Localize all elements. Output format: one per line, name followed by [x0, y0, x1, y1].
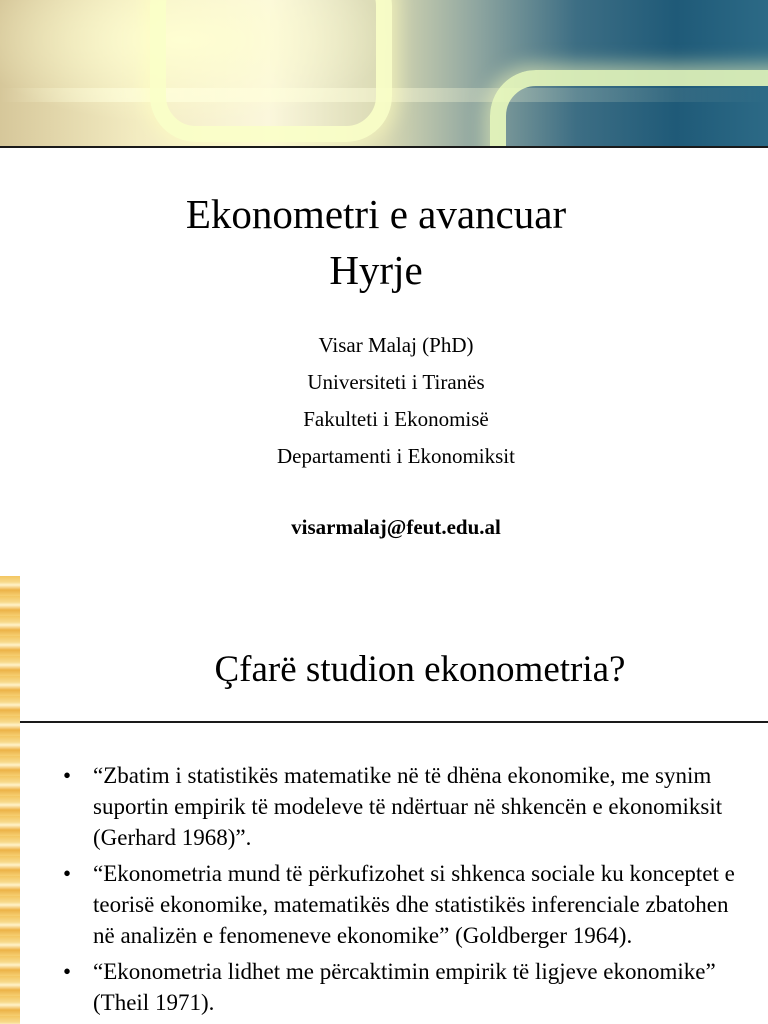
decorative-side-strip [0, 576, 20, 1024]
bullet-text: “Zbatim i statistikës matematike në të dhëna ekonomike, me synim suportin empirik të modeleve të ndërtuar në shkencën e ekonomiksit (Gerhard 1968)”. [93, 763, 723, 850]
list-item [60, 760, 740, 853]
department-name: Departamenti i Ekonomiksit [277, 444, 515, 468]
decorative-banner [0, 0, 768, 146]
slide-title: Ekonometri e avancuar [185, 191, 567, 237]
bullet-icon: • [63, 763, 72, 788]
university-name: Universiteti i Tiranës [307, 370, 485, 394]
header-divider [0, 146, 768, 148]
list-item [60, 858, 740, 951]
slide-title: Çfarë studion ekonometria? [214, 649, 626, 690]
content-slide [0, 576, 768, 1024]
author-name: Visar Malaj (PhD) [318, 333, 474, 357]
slide-subtitle: Hyrje [329, 247, 423, 293]
faculty-name: Fakulteti i Ekonomisë [303, 407, 489, 431]
author-email: visarmalaj@feut.edu.al [291, 515, 501, 539]
bullet-icon: • [63, 861, 72, 886]
bullet-text: “Ekonometria lidhet me përcaktimin empirik të ligjeve ekonomike” (Theil 1971). [93, 959, 716, 1015]
list-item [60, 956, 740, 1018]
bullet-icon: • [63, 959, 72, 984]
bullet-text: “Ekonometria mund të përkufizohet si shkenca sociale ku konceptet e teorisë ekonomike, matematikës dhe statistikës inferenciale zbatohen në analizën e fenomeneve ekonomike” (Goldberger 1964). [93, 861, 735, 948]
title-divider [20, 721, 768, 723]
bullet-list [60, 760, 740, 1023]
banner-loop-shape [490, 70, 768, 146]
banner-loop-shape [150, 0, 392, 142]
